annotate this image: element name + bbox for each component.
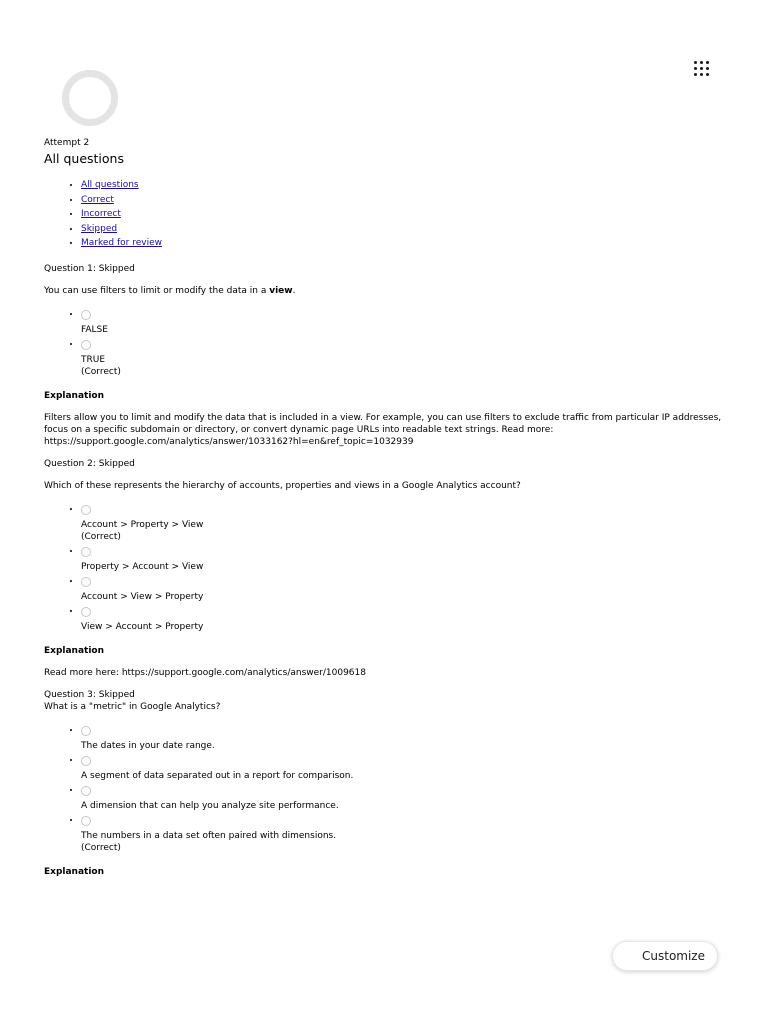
answer-radio[interactable] <box>81 607 91 617</box>
answer-radio[interactable] <box>81 505 91 515</box>
answer-option <box>81 574 734 603</box>
question-status: Question 1: Skipped <box>44 263 135 274</box>
filter-link-skipped[interactable]: Skipped <box>81 223 118 234</box>
question-prompt: Which of these represents the hierarchy of accounts, properties and views in a Google Analytics account? <box>44 480 521 491</box>
filter-link-correct[interactable]: Correct <box>81 194 114 205</box>
answer-radio[interactable] <box>81 756 91 766</box>
customize-button[interactable]: Customize <box>612 941 718 971</box>
score-progress-ring <box>62 70 118 126</box>
page-title: All questions <box>44 151 124 166</box>
question-prompt: What is a "metric" in Google Analytics? <box>44 701 221 712</box>
answer-text: • The dates in your date range. <box>81 740 215 751</box>
filter-item <box>81 207 734 222</box>
answer-option <box>81 337 734 378</box>
answer-text: • Account > Property > View <box>81 519 204 530</box>
answer-text: • A segment of data separated out in a report for comparison. <box>81 770 354 781</box>
answer-options <box>44 723 734 854</box>
answer-text: • Account > View > Property <box>81 591 204 602</box>
question-filter-list <box>44 178 734 251</box>
explanation-heading: Explanation <box>44 645 105 656</box>
answer-option <box>81 604 734 633</box>
explanation-text: Filters allow you to limit and modify the data that is included in a view. For example, you can use filters to exclude traffic from particular IP addresses, focus on a specific subdomain or directory, or convert dynamic page URLs into readable text strings. Read more: https://support.google.com/analytics/answer/1033162?hl=en&ref_topic=1032939 <box>44 412 722 447</box>
answer-option <box>81 783 734 812</box>
answer-option <box>81 753 734 782</box>
explanation-heading: Explanation <box>44 866 105 877</box>
answer-option <box>81 502 734 543</box>
answer-radio[interactable] <box>81 786 91 796</box>
answer-text: • A dimension that can help you analyze site performance. <box>81 800 339 811</box>
answer-text: • TRUE <box>81 354 106 365</box>
answer-radio[interactable] <box>81 726 91 736</box>
review-content <box>44 137 734 888</box>
prompt-text-end: . <box>292 285 296 296</box>
correct-marker: (Correct) <box>81 531 121 542</box>
correct-marker: (Correct) <box>81 842 121 853</box>
filter-item <box>81 193 734 208</box>
explanation-heading: Explanation <box>44 390 105 401</box>
question-prompt <box>44 285 734 297</box>
attempt-label: Attempt 2 <box>44 138 90 148</box>
filter-link-marked-for-review[interactable]: Marked for review <box>81 238 162 248</box>
answer-text: • Property > Account > View <box>81 561 204 572</box>
explanation-text: Read more here: https://support.google.com/analytics/answer/1009618 <box>44 667 366 678</box>
answer-option <box>81 544 734 573</box>
answer-option <box>81 723 734 752</box>
grid-apps-icon[interactable] <box>690 59 712 81</box>
answer-option <box>81 307 734 336</box>
answer-options <box>44 502 734 633</box>
filter-link-incorrect[interactable]: Incorrect <box>81 209 121 219</box>
filter-item <box>81 178 734 193</box>
answer-radio[interactable] <box>81 547 91 557</box>
filter-item <box>81 222 734 237</box>
question-status: Question 2: Skipped <box>44 458 135 469</box>
filter-link-all-questions[interactable]: All questions <box>81 180 139 190</box>
answer-option <box>81 813 734 854</box>
answer-text: • View > Account > Property <box>81 621 204 632</box>
prompt-text: You can use filters to limit or modify the data in a <box>44 285 270 296</box>
answer-options <box>44 307 734 378</box>
answer-radio[interactable] <box>81 816 91 826</box>
correct-marker: (Correct) <box>81 366 121 377</box>
question-status: Question 3: Skipped <box>44 689 135 700</box>
answer-text: • The numbers in a data set often paired with dimensions. <box>81 830 337 841</box>
filter-item <box>81 236 734 251</box>
question-header <box>44 689 734 713</box>
prompt-bold-term: view <box>269 285 293 296</box>
answer-radio[interactable] <box>81 340 91 350</box>
answer-text: • FALSE <box>81 324 108 335</box>
answer-radio[interactable] <box>81 577 91 587</box>
answer-radio[interactable] <box>81 310 91 320</box>
